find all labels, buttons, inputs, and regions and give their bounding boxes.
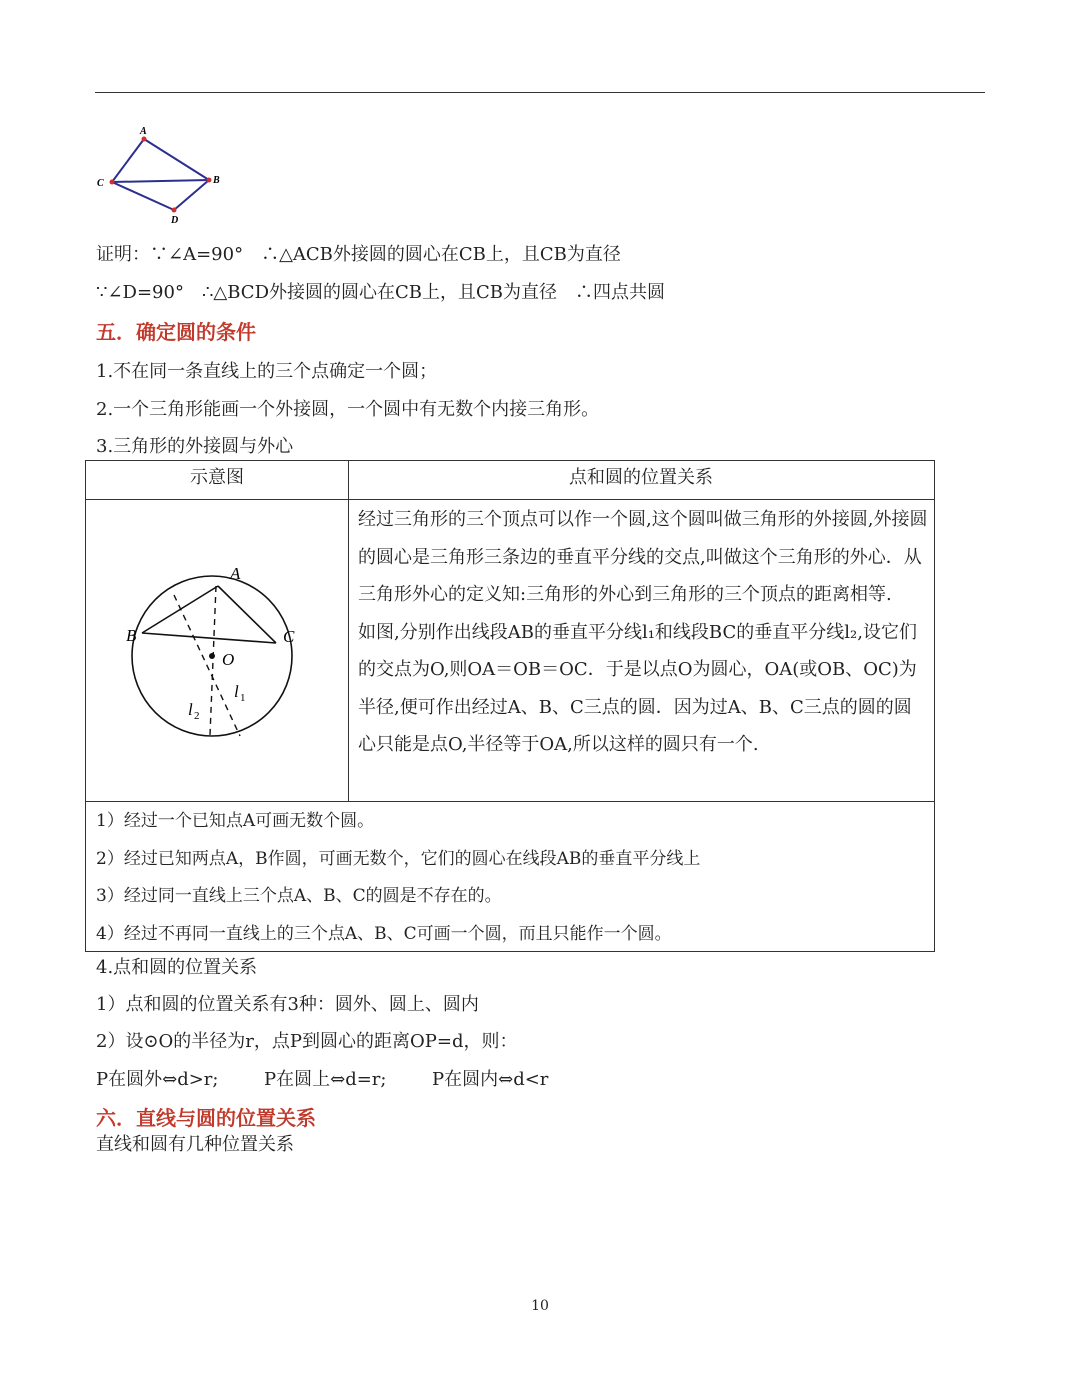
section-5-title: 五．确定圆的条件 (96, 320, 256, 344)
table-header-figure: 示意图 (190, 467, 244, 488)
quadrilateral-figure (92, 122, 232, 232)
condition-on: P在圆上⇔d=r; (264, 1069, 387, 1090)
quad-label-a: A (140, 126, 147, 137)
table-rule-1: 1）经过一个已知点A可画无数个圆。 (96, 811, 375, 831)
condition-outside: P在圆外⇔d>r; (96, 1069, 219, 1090)
table-header-relation: 点和圆的位置关系 (569, 467, 713, 488)
quad-label-c: C (97, 178, 104, 189)
section-6-subtitle: 直线和圆有几种位置关系 (96, 1134, 294, 1155)
condition-inside: P在圆内⇔d<r (432, 1069, 549, 1090)
item-4-line-1: 1）点和圆的位置关系有3种：圆外、圆上、圆内 (96, 994, 479, 1015)
circ-label-c: C (283, 627, 295, 646)
circ-label-o: O (222, 650, 235, 669)
section-5-item-1: 1.不在同一条直线上的三个点确定一个圆； (96, 361, 438, 382)
circ-label-a: A (230, 564, 241, 583)
section-5-item-3: 3.三角形的外接圆与外心 (96, 436, 294, 457)
quad-label-d: D (171, 215, 179, 226)
table-body-rule (86, 801, 934, 802)
item-4-title: 4.点和圆的位置关系 (96, 957, 258, 978)
table-rule-4: 4）经过不再同一直线上的三个点A、B、C可画一个圆，而且只能作一个圆。 (96, 923, 672, 944)
table-header-rule (86, 499, 934, 500)
circumcircle-table (85, 460, 935, 952)
header-rule (95, 92, 985, 93)
circ-label-b: B (126, 626, 137, 645)
description-paragraph-2: 如图,分别作出线段AB的垂直平分线l₁和线段BC的垂直平分线l₂,设它们的交点为O,则OA＝OB＝OC．于是以点O为圆心，OA(或OB、OC)为半径,便可作出经过A、B、C三点的圆．因为过A、B、C三点的圆的圆心只能是点O,半径等于OA,所以这样的圆只有一个. (358, 621, 917, 755)
circ-label-l2: l (188, 700, 193, 719)
quad-label-b: B (213, 175, 220, 186)
table-rule-3: 3）经过同一直线上三个点A、B、C的圆是不存在的。 (96, 886, 502, 906)
section-5-item-2: 2.一个三角形能画一个外接圆，一个圆中有无数个内接三角形。 (96, 399, 600, 420)
circ-label-l1-sub: 1 (240, 692, 246, 704)
item-4-line-2: 2）设⊙O的半径为r，点P到圆心的距离OP=d，则： (96, 1031, 518, 1052)
proof-line-2: ∵∠D=90° ∴△BCD外接圆的圆心在CB上，且CB为直径 ∴四点共圆 (96, 282, 666, 303)
circ-label-l2-sub: 2 (194, 710, 200, 722)
table-rule-2: 2）经过已知两点A，B作圆，可画无数个，它们的圆心在线段AB的垂直平分线上 (96, 848, 701, 869)
section-6-title: 六．直线与圆的位置关系 (96, 1106, 316, 1130)
circumcircle-figure (126, 561, 316, 781)
circ-label-l1: l (234, 682, 239, 701)
circumcenter-description (358, 501, 928, 764)
page-number: 10 (531, 1298, 549, 1314)
table-rules-list (96, 803, 916, 953)
table-divider (348, 461, 349, 801)
description-paragraph-1: 经过三角形的三个顶点可以作一个圆,这个圆叫做三角形的外接圆,外接圆的圆心是三角形三条边的垂直平分线的交点,叫做这个三角形的外心．从三角形外心的定义知:三角形的外心到三角形的三个顶点的距离相等. (358, 509, 928, 605)
proof-line-1: 证明：∵∠A=90° ∴△ACB外接圆的圆心在CB上，且CB为直径 (96, 244, 621, 265)
